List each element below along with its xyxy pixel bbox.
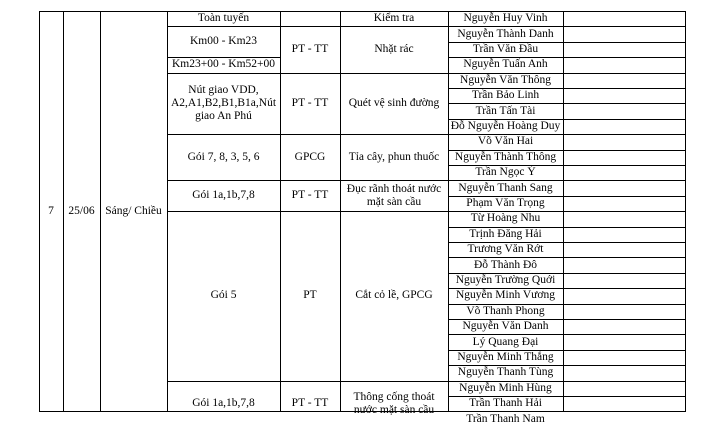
task-cell: Nhặt rác [374,42,414,55]
area-cell: Km23+00 - Km52+00 [171,58,276,71]
staff-name: Trần Thanh Nam [466,412,545,425]
staff-name: Trần Bảo Linh [471,89,540,102]
staff-name: Nguyễn Văn Danh [462,320,549,333]
staff-name: Nguyễn Minh Vương [456,289,555,302]
area-cell: Km00 - Km23 [189,35,258,48]
staff-name: Nguyễn Thanh Sang [458,181,553,194]
staff-name: Phạm Văn Trọng [466,196,545,209]
row-date: 25/06 [68,204,95,217]
row-session: Sáng/ Chiều [105,204,162,217]
staff-name: Nguyễn Thành Danh [457,27,554,40]
staff-name: Nguyễn Thanh Tùng [457,366,554,379]
staff-name: Nguyễn Thành Thông [454,150,557,163]
unit-cell: PT [303,289,317,302]
staff-name: Nguyễn Văn Thông [460,73,551,86]
task-cell: Cắt cỏ lề, GPCG [355,289,433,302]
staff-name: Nguyễn Minh Hùng [459,381,552,394]
unit-cell: PT - TT [291,189,329,202]
area-cell: Nút giao VDD, A2,A1,B2,B1,B1a,Nút giao An Phú [170,83,277,122]
staff-name: Trần Văn Đầu [472,42,539,55]
task-cell: Tỉa cây, phun thuốc [348,150,440,163]
grid-line [100,11,101,411]
staff-name: Nguyễn Tuấn Anh [463,58,548,71]
staff-name: Đỗ Nguyễn Hoàng Duy [450,119,561,132]
staff-name: Trần Tấn Tài [475,104,536,117]
staff-name: Đỗ Thành Đô [473,258,538,271]
staff-name: Trần Ngọc Ý [475,166,536,179]
unit-cell: PT - TT [291,397,329,410]
area-cell: Gói 1a,1b,7,8 [192,189,255,202]
grid-line [39,11,40,412]
unit-cell: GPCG [294,150,326,163]
area-cell: Toàn tuyến [197,12,250,25]
staff-name: Nguyễn Minh Thắng [457,350,554,363]
staff-name: Lý Quang Đại [472,335,539,348]
staff-name: Trần Thanh Hải [469,397,542,410]
row-number: 7 [48,204,54,217]
area-cell: Gói 7, 8, 3, 5, 6 [187,150,260,163]
staff-name: Võ Văn Hai [477,135,534,148]
grid-line [63,11,64,411]
task-cell: Quét vệ sinh đường [348,96,440,109]
task-cell: Kiểm tra [373,12,415,25]
staff-name: Võ Thanh Phong [466,304,545,317]
staff-name: Trương Văn Rớt [467,243,544,256]
staff-name: Nguyễn Trường Quới [455,273,556,286]
unit-cell: PT - TT [291,42,329,55]
assignment-table [39,11,685,425]
task-cell: Thông cống thoát nước mặt sàn cầu [353,390,435,416]
grid-line [685,11,686,412]
staff-name: Trịnh Đăng Hải [469,227,542,240]
task-cell: Đục rãnh thoát nước mặt sàn cầu [346,182,442,208]
unit-cell: PT - TT [291,96,329,109]
staff-name: Nguyễn Huy Vinh [463,12,548,25]
area-cell: Gói 1a,1b,7,8 [192,397,255,410]
area-cell: Gói 5 [210,289,237,302]
staff-name: Từ Hoàng Nhu [470,212,541,225]
